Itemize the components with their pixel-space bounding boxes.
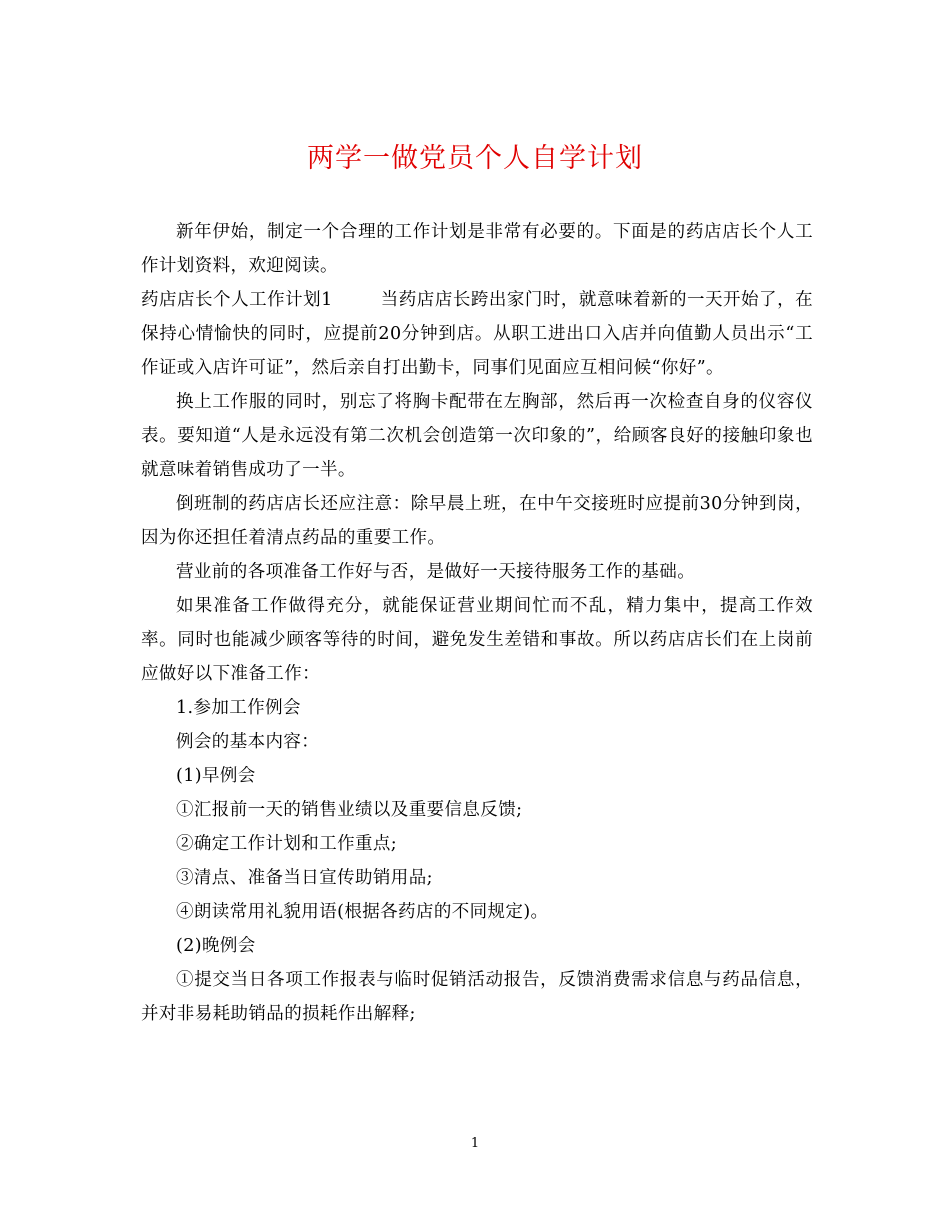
- meeting-content-heading: 例会的基本内容：: [176, 732, 320, 752]
- plan-first-text: 当药店店长跨出家门时，就意味着新的一天开始了，在保持心情愉快的同时，应提前20分钟到店。从职工进出口入店并向值勤人员出示“工作证或入店许可证”，然后亲自打出勤卡，同事们见面应互相问候“你好”。: [141, 290, 813, 378]
- morning-meeting-heading: (1)早例会: [176, 766, 256, 786]
- morning-item-1: ①汇报前一天的销售业绩以及重要信息反馈;: [176, 800, 523, 820]
- document-body: [141, 215, 813, 1031]
- morning-item-3: ③清点、准备当日宣传助销用品;: [176, 868, 433, 888]
- paragraph-shift: 倒班制的药店店长还应注意：除早晨上班，在中午交接班时应提前30分钟到岗，因为你还担任着清点药品的重要工作。: [141, 494, 813, 548]
- paragraph-prep: 营业前的各项准备工作好与否，是做好一天接待服务工作的基础。: [176, 562, 696, 582]
- evening-item-1: ①提交当日各项工作报表与临时促销活动报告，反馈消费需求信息与药品信息，并对非易耗助销品的损耗作出解释;: [141, 970, 813, 1024]
- paragraph-prep-detail: 如果准备工作做得充分，就能保证营业期间忙而不乱，精力集中，提高工作效率。同时也能减少顾客等待的时间，避免发生差错和事故。所以药店店长们在上岗前应做好以下准备工作：: [141, 596, 813, 684]
- page-number: 1: [470, 1136, 480, 1151]
- evening-meeting-heading: (2)晚例会: [176, 936, 256, 956]
- paragraph-intro: 新年伊始，制定一个合理的工作计划是非常有必要的。下面是的药店店长个人工作计划资料，欢迎阅读。: [141, 222, 813, 276]
- morning-item-2: ②确定工作计划和工作重点;: [176, 834, 398, 854]
- paragraph-uniform: 换上工作服的同时，别忘了将胸卡配带在左胸部，然后再一次检查自身的仪容仪表。要知道“人是永远没有第二次机会创造第一次印象的”，给顾客良好的接触印象也就意味着销售成功了一半。: [141, 392, 813, 480]
- list-item-attend-meeting: 1.参加工作例会: [176, 698, 301, 718]
- morning-item-4: ④朗读常用礼貌用语(根据各药店的不同规定)。: [176, 902, 549, 922]
- document-title: 两学一做党员个人自学计划: [307, 143, 643, 174]
- paragraph-plan-first: [141, 283, 813, 385]
- plan-heading: 药店店长个人工作计划1: [141, 290, 333, 310]
